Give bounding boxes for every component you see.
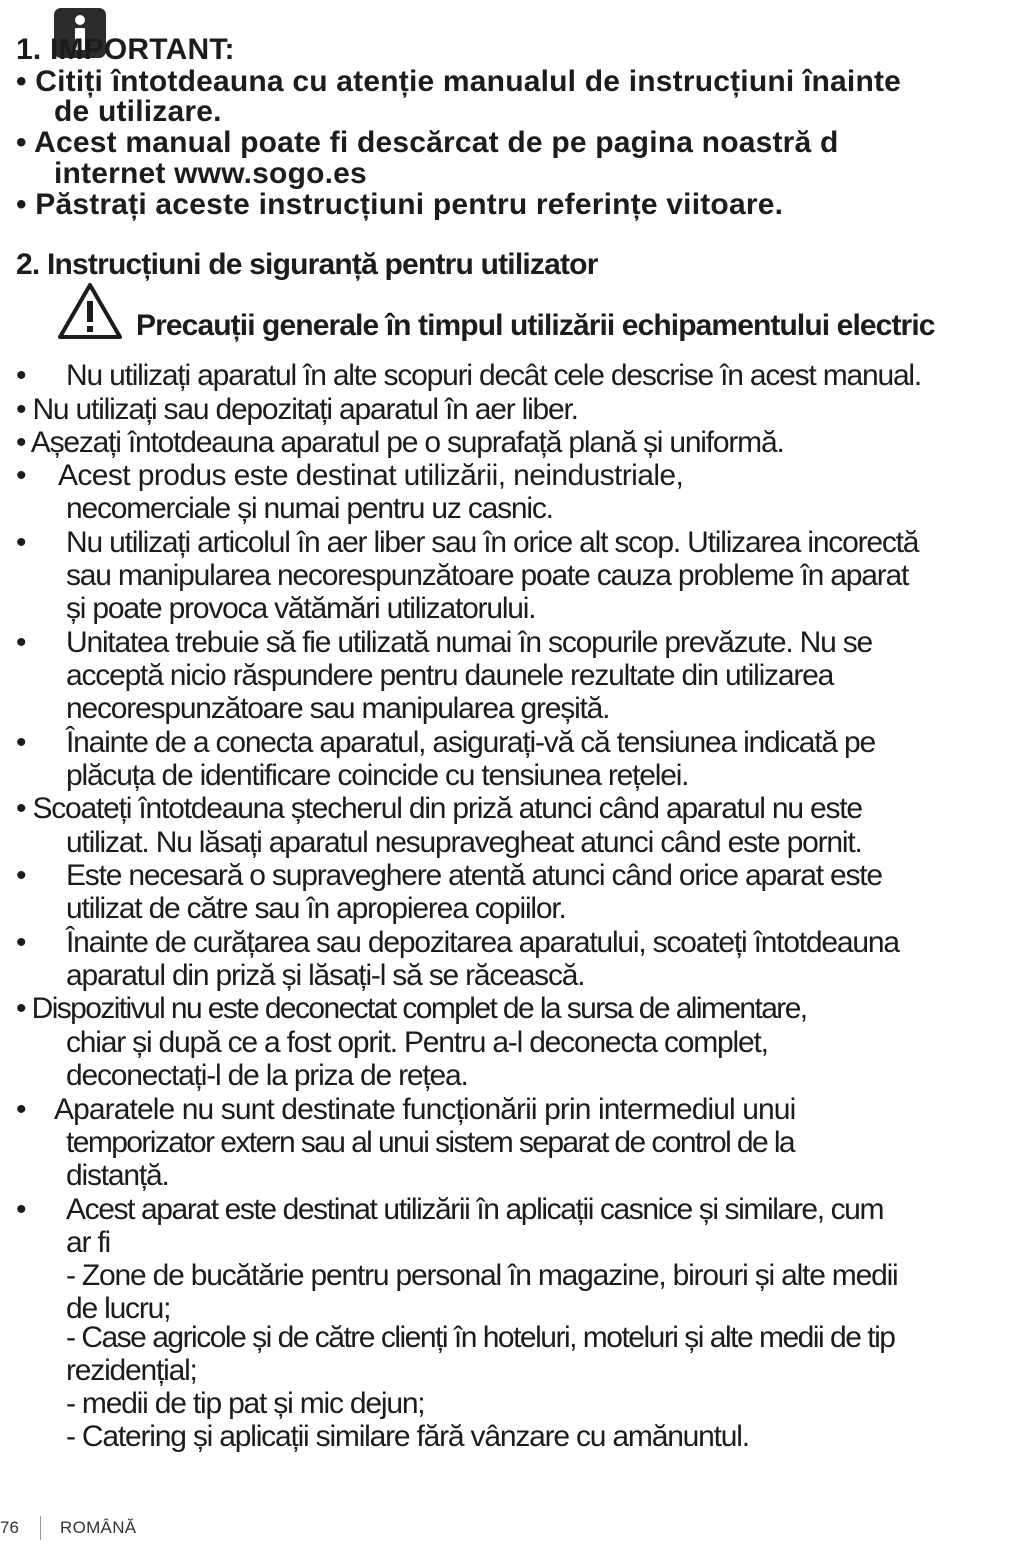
footer-language: ROMÂNĂ (60, 1518, 137, 1537)
safety-line: aparatul din priză și lăsați-l să se răcească. (66, 959, 585, 992)
footer-divider (40, 1516, 41, 1540)
safety-line: Înainte de curățarea sau depozitarea aparatului, scoateți întotdeauna (66, 926, 899, 959)
safety-line: și poate provoca vătămări utilizatorului. (66, 592, 536, 625)
safety-line: - medii de tip pat și mic dejun; (66, 1387, 425, 1420)
safety-line: plăcuța de identificare coincide cu tensiunea rețelei. (66, 759, 689, 792)
safety-line: necorespunzătoare sau manipularea greșită. (66, 692, 610, 725)
safety-line: Nu utilizați aparatul în alte scopuri decât cele descrise în acest manual. (66, 359, 922, 392)
bullet-symbol: • (16, 359, 27, 392)
safety-line: Înainte de a conecta aparatul, asigurați-vă că tensiunea indicată pe (66, 726, 875, 759)
safety-line: Aparatele nu sunt destinate funcționării prin intermediul unui (54, 1093, 796, 1126)
safety-line: sau manipularea necorespunzătoare poate cauza probleme în aparat (66, 559, 909, 592)
bullet-symbol: • (16, 459, 27, 492)
bullet-symbol: • (16, 859, 27, 892)
safety-line: Acest aparat este destinat utilizării în aplicații casnice și similare, cum (66, 1193, 884, 1226)
bullet-symbol: • (16, 926, 27, 959)
safety-line: de lucru; (66, 1292, 171, 1325)
safety-line: ar fi (66, 1226, 111, 1259)
safety-line: - Catering și aplicații similare fără vânzare cu amănuntul. (66, 1420, 749, 1453)
important-line: de utilizare. (54, 95, 222, 128)
safety-line: • Dispozitivul nu este deconectat complet de la sursa de alimentare, (16, 992, 807, 1025)
bullet-symbol: • (16, 626, 27, 659)
important-line: • Păstrați aceste instrucțiuni pentru referințe viitoare. (16, 188, 784, 221)
important-line: internet www.sogo.es (54, 157, 367, 190)
safety-line: Nu utilizați articolul în aer liber sau în orice alt scop. Utilizarea incorectă (66, 526, 919, 559)
safety-line: Este necesară o supraveghere atentă atunci când orice aparat este (66, 859, 882, 892)
safety-line: utilizat de către sau în apropierea copiilor. (66, 892, 566, 925)
important-heading: 1. IMPORTANT: (16, 33, 235, 66)
safety-line: distanță. (66, 1159, 169, 1192)
bullet-symbol: • (16, 726, 27, 759)
safety-line: rezidențial; (66, 1354, 197, 1387)
important-line: • Citiți întotdeauna cu atenție manualul de instrucțiuni înainte (16, 65, 902, 98)
safety-line: chiar și după ce a fost oprit. Pentru a-l deconecta complet, (66, 1026, 768, 1059)
safety-line: - Zone de bucătărie pentru personal în magazine, birouri și alte medii (66, 1259, 898, 1292)
safety-line: Unitatea trebuie să fie utilizată numai în scopurile prevăzute. Nu se (66, 626, 873, 659)
safety-line: • Nu utilizați sau depozitați aparatul în aer liber. (16, 393, 578, 426)
important-line: • Acest manual poate fi descărcat de pe pagina noastră d (16, 126, 839, 159)
bullet-symbol: • (16, 1093, 27, 1126)
safety-line: deconectați-l de la priza de rețea. (66, 1059, 468, 1092)
warning-triangle-icon (56, 281, 124, 341)
page-number: 76 (0, 1518, 19, 1537)
safety-line: • Scoateți întotdeauna ștecherul din priză atunci când aparatul nu este (16, 792, 862, 825)
safety-line: temporizator extern sau al unui sistem separat de control de la (66, 1126, 794, 1159)
safety-line: acceptă nicio răspundere pentru daunele rezultate din utilizarea (66, 659, 834, 692)
bullet-symbol: • (16, 526, 27, 559)
safety-line: necomerciale și numai pentru uz casnic. (66, 492, 553, 525)
safety-heading: 2. Instrucțiuni de siguranță pentru utilizator (16, 248, 598, 281)
safety-line: - Case agricole și de către clienți în hoteluri, moteluri și alte medii de tip (66, 1321, 895, 1354)
safety-line: • Așezați întotdeauna aparatul pe o suprafață plană și uniformă. (16, 426, 784, 459)
safety-line: Acest produs este destinat utilizării, neindustriale, (58, 459, 684, 492)
safety-line: utilizat. Nu lăsați aparatul nesupravegheat atunci când este pornit. (66, 826, 862, 859)
bullet-symbol: • (16, 1193, 27, 1226)
caution-title: Precauții generale în timpul utilizării echipamentului electric (136, 309, 935, 342)
